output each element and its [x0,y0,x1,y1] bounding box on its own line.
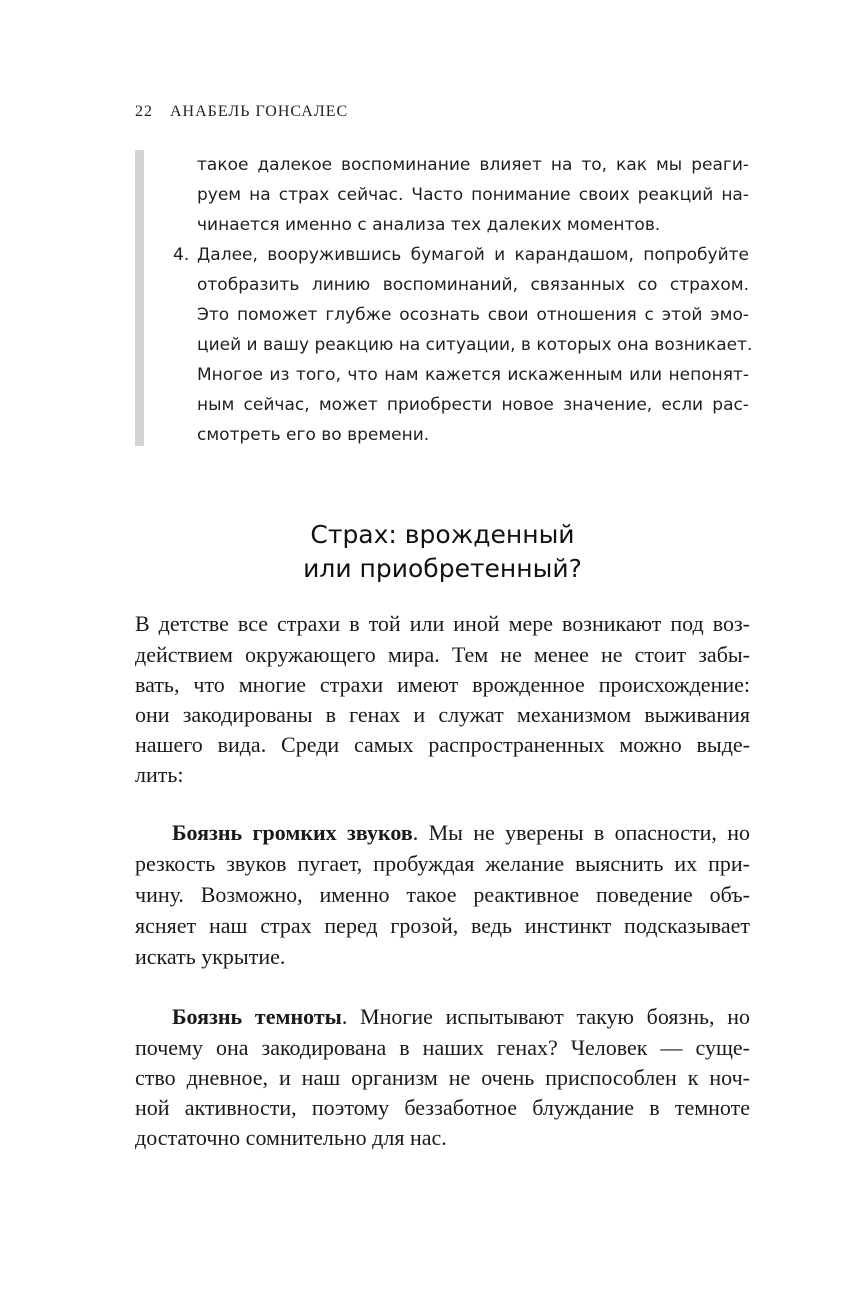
paragraph-line: искать укрытие. [135,944,286,969]
sidebar-line: Далее, вооружившись бумагой и карандашом, попробуйте [197,245,749,265]
paragraph-line: нашего вида. Среди самых распространенных можно выде- [135,732,750,757]
paragraph-text: . Многие испытывают такую боязнь, но [341,1004,751,1029]
sidebar-line: Это поможет глубже осознать свои отношения с этой эмо- [197,305,749,325]
paragraph-line [172,1002,750,1032]
term-loud-sounds: Боязнь громких звуков [172,820,413,845]
sidebar-line: такое далекое воспоминание влияет на то, как мы реаги- [197,155,749,175]
page-number: 22 [135,103,153,120]
paragraph-line: действием окружающего мира. Тем не менее не стоит забы- [135,642,750,667]
sidebar-line: отобразить линию воспоминаний, связанных со страхом. [197,275,749,295]
list-item-number: 4. [173,245,190,265]
sidebar-line: чинается именно с анализа тех далеких моментов. [197,215,661,235]
section-heading [135,518,750,586]
paragraph-line: лить: [135,762,184,787]
sidebar-line: руем на страх сейчас. Часто понимание своих реакций на- [197,185,749,205]
sidebar-line: смотреть его во времени. [197,425,430,445]
sidebar-accent-bar [135,150,144,446]
author-name: АНАБЕЛЬ ГОНСАЛЕС [170,103,349,120]
term-darkness: Боязнь темноты [172,1004,342,1029]
paragraph-line: они закодированы в генах и служат механизмом выживания [135,702,750,727]
paragraph-line: ной активности, поэтому беззаботное блуждание в темноте [135,1095,750,1120]
paragraph-line: чину. Возможно, именно такое реактивное поведение объ- [135,882,750,907]
paragraph-line: ясняет наш страх перед грозой, ведь инстинкт подсказывает [135,913,750,938]
sidebar-line: Многое из того, что нам кажется искаженным или непонят- [197,365,749,385]
running-head [135,103,348,121]
paragraph-line: резкость звуков пугает, пробуждая желание выяснить их при- [135,851,750,876]
paragraph-line [172,818,750,848]
exercise-sidebar [135,150,753,446]
paragraph-line: достаточно сомнительно для нас. [135,1125,447,1150]
paragraph-text: . Мы не уверены в опасности, но [412,820,750,845]
sidebar-line: ным сейчас, может приобрести новое значение, если рас- [197,395,749,415]
paragraph-line: вать, что многие страхи имеют врожденное происхождение: [135,672,750,697]
section-title-line: или приобретенный? [303,554,582,583]
paragraph-line: почему она закодирована в наших генах? Человек — суще- [135,1035,750,1060]
section-title-line: Страх: врожденный [310,520,575,549]
paragraph-line: ство дневное, и наш организм не очень приспособлен к ноч- [135,1065,750,1090]
sidebar-line: цией и вашу реакцию на ситуации, в которых она возникает. [197,335,753,355]
paragraph-line: В детстве все страхи в той или иной мере возникают под воз- [135,611,750,636]
